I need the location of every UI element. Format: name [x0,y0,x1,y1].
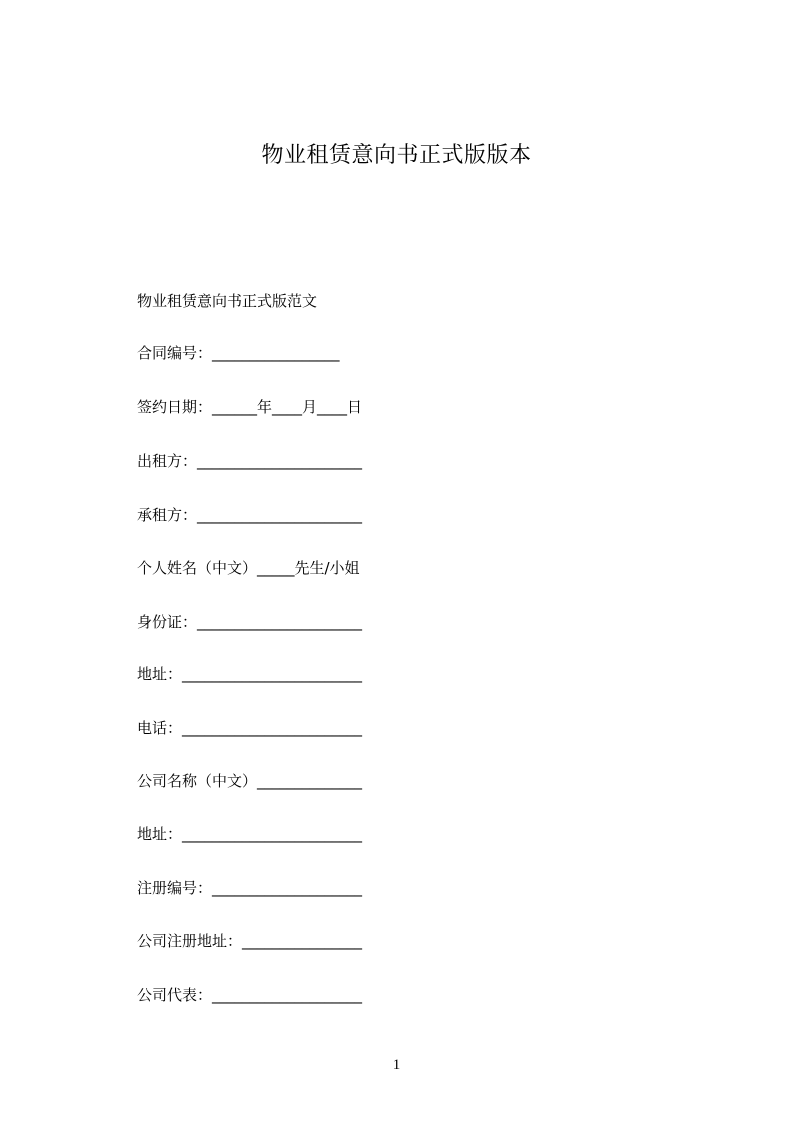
phone-line: 电话：________________________ [137,719,363,737]
registered-address-line: 公司注册地址：________________ [137,932,363,950]
lessor-line: 出租方：______________________ [137,452,363,470]
company-representative-line: 公司代表：____________________ [137,986,363,1004]
registration-number-line: 注册编号：____________________ [137,879,363,897]
signing-date-line: 签约日期：______年____月____日 [137,398,363,416]
document-title: 物业租赁意向书正式版版本 [261,143,532,168]
address-line: 地址：________________________ [137,665,363,683]
id-card-line: 身份证：______________________ [137,613,363,631]
personal-name-line: 个人姓名（中文）_____先生/小姐 [137,559,360,577]
subtitle-line: 物业租赁意向书正式版范文 [137,292,318,310]
company-address-line: 地址：________________________ [137,825,363,843]
company-name-line: 公司名称（中文）______________ [137,772,363,790]
lessee-line: 承租方：______________________ [137,506,363,524]
contract-number-line: 合同编号：_________________ [137,344,340,362]
page-number: 1 [392,1057,401,1073]
